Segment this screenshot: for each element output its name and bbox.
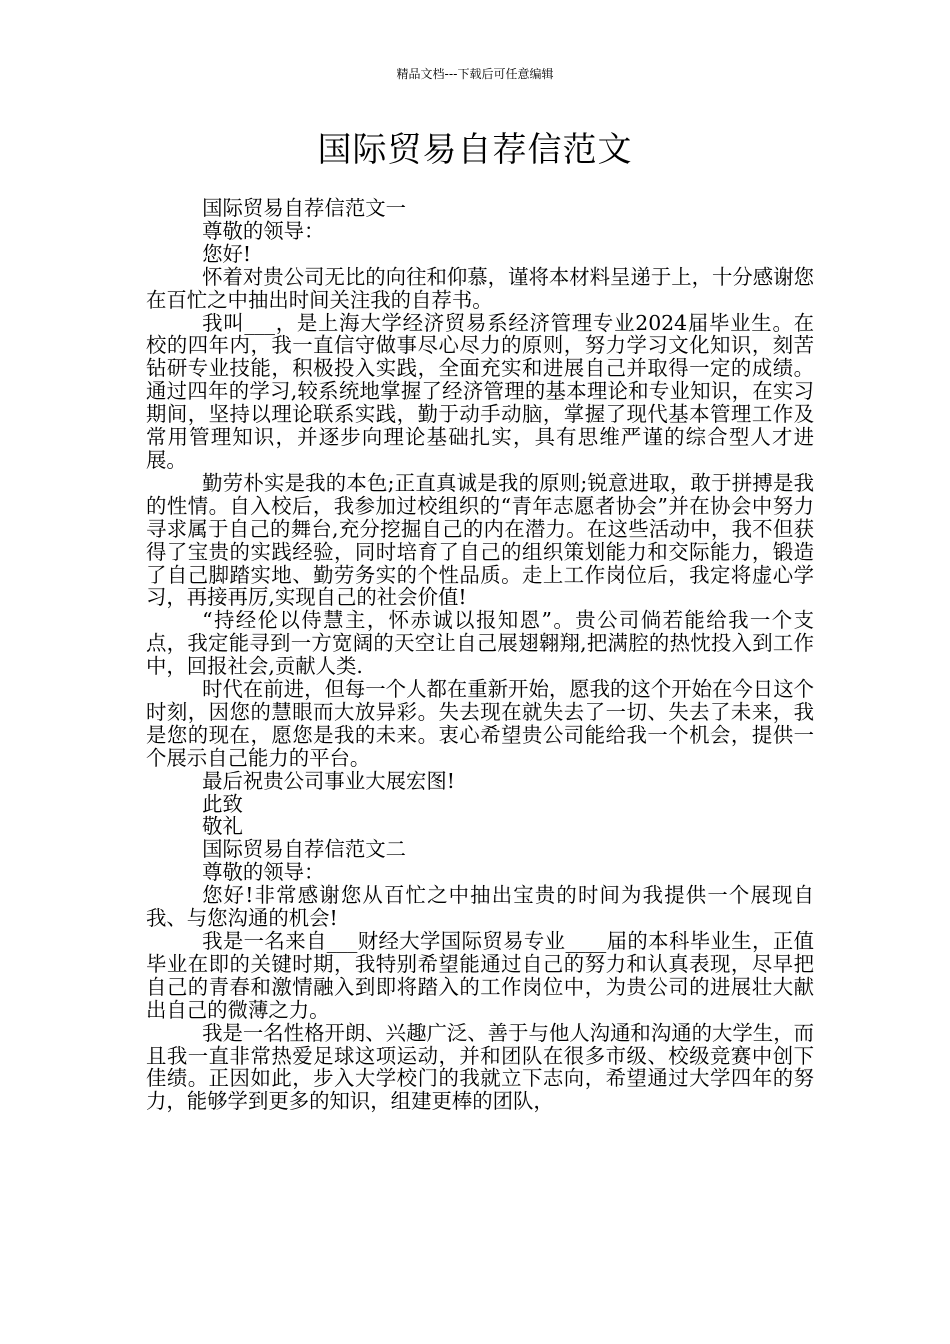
paragraph-body: 怀着对贵公司无比的向往和仰慕，谨将本材料呈递于上，十分感谢您在百忙之中抽出时间关注我的自荐书。 [146,264,814,312]
paragraph-body: 勤劳朴实是我的本色;正直真诚是我的原则;锐意进取，敢于拼搏是我的性情。自入校后，我参加过校组织的“青年志愿者协会”并在协会中努力寻求属于自己的舞台,充分挖掘自己的内在潜力。在这些活动中，我不但获得了宝贵的实践经验，同时培育了自己的组织策划能力和交际能力，锻造了自己脚踏实地、勤劳务实的个性品质。走上工作岗位后，我定将虚心学习，再接再厉,实现自己的社会价值! [146,470,814,610]
paragraph-salutation: 尊敬的领导： [202,218,325,243]
paragraph-greeting: 您好! [202,241,252,266]
paragraph-body: 我是一名来自___财经大学国际贸易专业____届的本科毕业生，正值毕业在即的关键时期，我特别希望能通过自己的努力和认真表现，尽早把自己的青春和激情融入到即将踏入的工作岗位中，为贵公司的进展壮大献出自己的微薄之力。 [146,929,814,1022]
paragraph-greeting: 您好!非常感谢您从百忙之中抽出宝贵的时间为我提供一个展现自我、与您沟通的机会! [146,883,814,931]
paragraph-body: 我叫___，是上海大学经济贸易系经济管理专业2024届毕业生。在校的四年内，我一直信守做事尽心尽力的原则，努力学习文化知识，刻苦钻研专业技能，积极投入实践，全面充实和进展自己并取得一定的成绩。通过四年的学习,较系统地掌握了经济管理的基本理论和专业知识，在实习期间，坚持以理论联系实践，勤于动手动脑，掌握了现代基本管理工作及常用管理知识，并逐步向理论基础扎实，具有思维严谨的综合型人才进展。 [146,310,814,472]
paragraph-body: “持经伦以侍慧主，怀赤诚以报知恩”。贵公司倘若能给我一个支点，我定能寻到一方宽阔的天空让自己展翅翱翔,把满腔的热忱投入到工作中，回报社会,贡献人类. [146,608,814,679]
paragraph-closing: 敬礼 [202,814,243,839]
paragraph-salutation: 尊敬的领导： [202,860,325,885]
paragraph-body: 我是一名性格开朗、兴趣广泛、善于与他人沟通和沟通的大学生，而且我一直非常热爱足球这项运动，并和团队在很多市级、校级竞赛中创下佳绩。正因如此，步入大学校门的我就立下志向，希望通过大学四年的努力，能够学到更多的知识，组建更棒的团队， [146,1020,814,1114]
document-body [146,197,814,1113]
document-title: 国际贸易自荐信范文 [317,130,633,170]
paragraph-body: 时代在前进，但每一个人都在重新开始，愿我的这个开始在今日这个时刻，因您的慧眼而大放异彩。失去现在就失去了一切、失去了未来，我是您的现在，愿您是我的未来。衷心希望贵公司能给我一个机会，提供一个展示自己能力的平台。 [146,677,814,770]
paragraph-closing: 此致 [202,791,243,816]
paragraph-closing-wish: 最后祝贵公司事业大展宏图! [202,768,455,793]
paragraph-letter1-heading: 国际贸易自荐信范文一 [202,196,406,220]
paragraph-letter2-heading: 国际贸易自荐信范文二 [202,837,406,862]
page-header: 精品文档---下载后可任意编辑 [396,67,554,81]
